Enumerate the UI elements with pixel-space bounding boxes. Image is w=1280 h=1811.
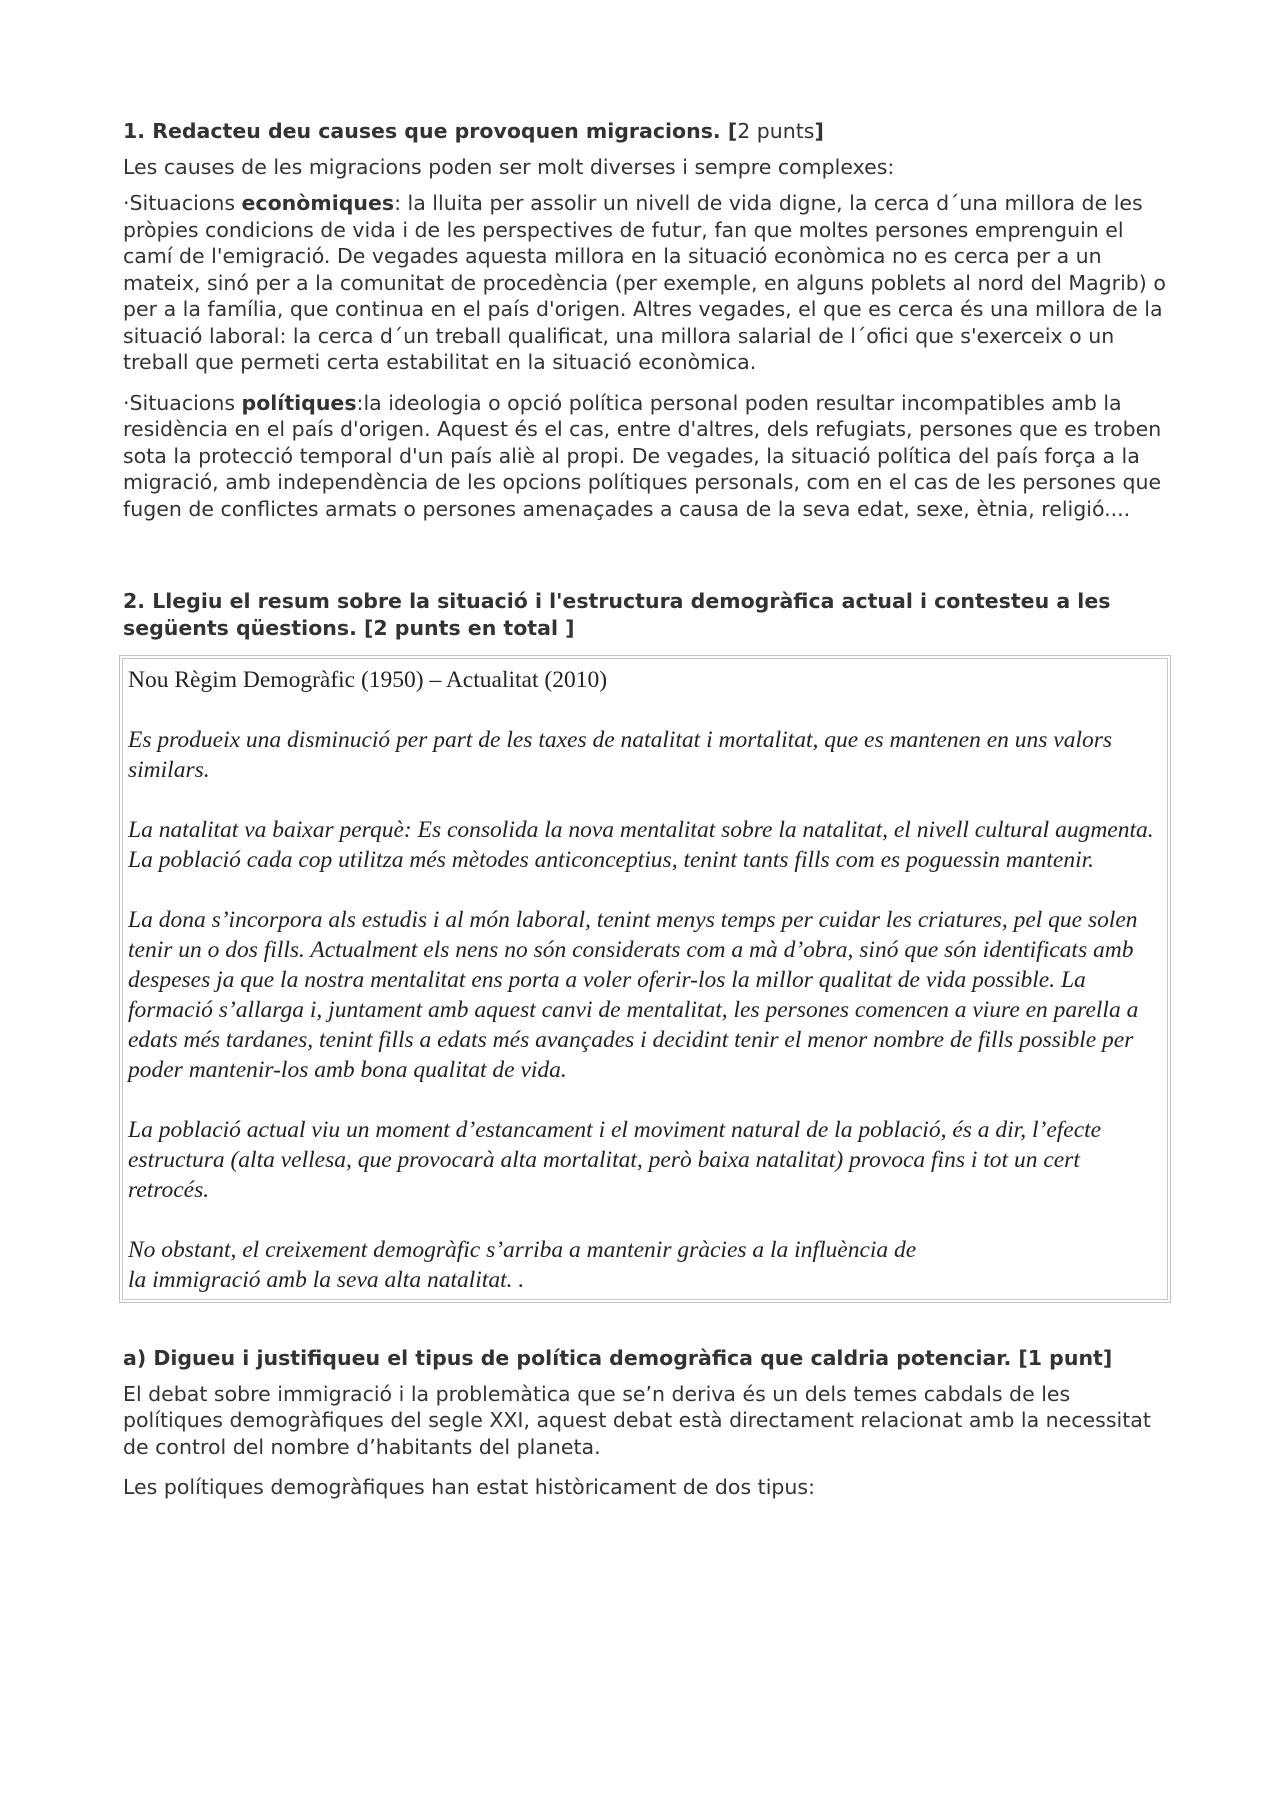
question-a-paragraph-1: El debat sobre immigració i la problemàtica que se’n deriva és un dels temes cabdals de les polítiques demogràfiques del segle XXI, aquest debat està directament relacionat amb la necessitat de control del nombre d’habitants del planeta. — [123, 1381, 1151, 1459]
summary-paragraph-3: La dona s’incorpora als estudis i al món laboral, tenint menys temps per cuidar les criatures, pel que solen tenir un o dos fills. Actualment els nens no són considerats com a mà d’obra, sinó que són identificats amb despeses ja que la nostra mentalitat ens porta a voler oferir-los la millor qualitat de vida possible. La formació s’allarga i, juntament amb aquest canvi de mentalitat, les persones comencen a viure en parella a edats més tardanes, tenint fills a edats més avançades i decidint tenir el menor nombre de fills possible per poder mantenir-los amb bona qualitat de vida. — [128, 907, 1139, 1083]
summary-paragraph-1: Es produeix una disminució per part de les taxes de natalitat i mortalitat, que es mantenen en uns valors similars. — [128, 727, 1113, 783]
summary-title: Nou Règim Demogràfic (1950) – Actualitat (2010) — [128, 667, 608, 693]
summary-paragraph-5-line-1: No obstant, el creixement demogràfic s’arriba a mantenir gràcies a la influència de — [128, 1237, 917, 1263]
question-a-paragraph-2: Les polítiques demogràfiques han estat històricament de dos tipus: — [123, 1475, 815, 1499]
demographic-summary-box — [119, 655, 1171, 1303]
political-text: :la ideologia o opció política personal poden resultar incompatibles amb la residència en el país d'origen. Aquest és el cas, entre d'altres, dels refugiats, persones que es troben sota la protecció temporal d'un país aliè al propi. De vegades, la situació política del país força a la migració, amb independència de les opcions polítiques personals, com en el cas de les persones que fugen de conflictes armats o persones amenaçades a causa de la seva edat, sexe, ètnia, religió.... — [123, 390, 1162, 521]
political-prefix: ·Situacions — [123, 390, 242, 415]
economic-keyword: econòmiques — [241, 191, 395, 215]
economic-text: : la lluita per assolir un nivell de vida digne, la cerca d´una millora de les pròpies condicions de vida i de les perspectives de futur, fan que moltes persones emprenguin el camí de l'emigració. De vegades aquesta millora en la situació econòmica no es cerca per a un mateix, sinó per a la comunitat de procedència (per exemple, en alguns poblets al nord del Magrib) o per a la família, que continua en el país d'origen. Altres vegades, el que es cerca és una millora de la situació laboral: la cerca d´un treball qualificat, una millora salarial de l´ofici que s'exerceix o un treball que permeti certa estabilitat en la situació econòmica. — [123, 191, 1166, 374]
summary-paragraph-2: La natalitat va baixar perquè: Es consolida la nova mentalitat sobre la natalitat, el nivell cultural augmenta. La població cada cop utilitza més mètodes anticonceptius, tenint tants fills com es poguessin mantenir. — [128, 817, 1154, 873]
economic-prefix: ·Situacions — [123, 191, 242, 215]
question-1-points: 2 punts — [737, 119, 815, 143]
demographic-summary-content — [122, 658, 1168, 1300]
summary-paragraph-5 — [128, 1235, 1161, 1295]
political-keyword: polítiques — [241, 390, 357, 415]
economic-causes-paragraph — [123, 190, 1171, 376]
summary-paragraph-4: La població actual viu un moment d’estancament i el moviment natural de la població, és a dir, l’efecte estructura (alta vellesa, que provocarà alta mortalitat, però baixa natalitat) provoca fins i tot un cert retrocés. — [128, 1117, 1102, 1203]
question-1-heading-text: 1. Redacteu deu causes que provoquen migracions. [ — [123, 119, 738, 143]
question-a-heading: a) Digueu i justifiqueu el tipus de política demogràfica que caldria potenciar. [1 punt] — [123, 1346, 1113, 1370]
question-1-intro: Les causes de les migracions poden ser molt diverses i sempre complexes: — [123, 154, 895, 179]
question-1-heading — [123, 118, 1171, 145]
section-spacer — [123, 536, 1171, 588]
summary-paragraph-5-line-2: la immigració amb la seva alta natalitat. . — [128, 1267, 525, 1293]
question-2-heading: 2. Llegiu el resum sobre la situació i l'estructura demogràfica actual i contesteu a les següents qüestions. [2 punts en total ] — [123, 589, 1111, 640]
question-1-heading-close: ] — [814, 119, 824, 143]
document-page — [123, 118, 1171, 1511]
political-causes-paragraph — [123, 390, 1171, 523]
